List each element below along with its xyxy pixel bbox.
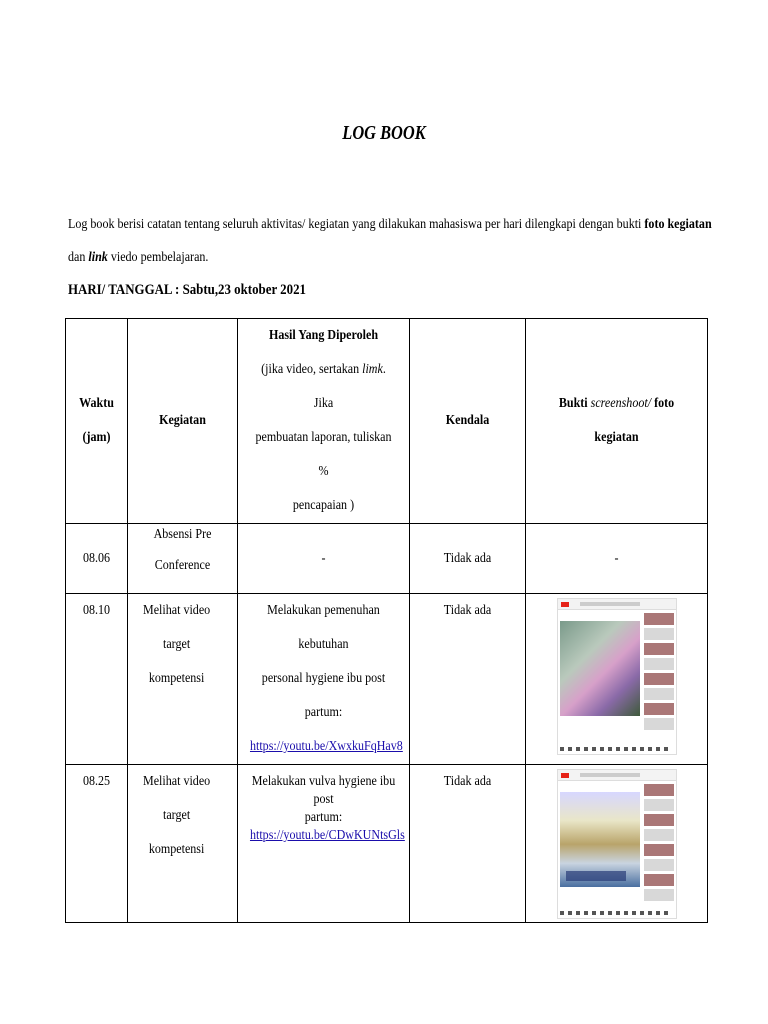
hasil-note-c: pembuatan laporan, tuliskan % [255, 430, 392, 479]
cell-hasil [238, 594, 410, 765]
hasil-note-limk: limk [362, 362, 383, 377]
header-waktu-line2: (jam) [82, 430, 111, 445]
kegiatan-line2: kompetensi [148, 671, 205, 686]
bukti-a: Bukti [558, 396, 591, 411]
cell-kendala: Tidak ada [410, 524, 526, 594]
hasil-note-a: (jika video, sertakan [261, 362, 363, 377]
youtube-logo-icon [561, 602, 569, 607]
date-label: HARI/ TANGGAL : Sabtu,23 oktober 2021 [68, 282, 306, 298]
bukti-italic: screenshoot/ [590, 396, 652, 411]
cell-kegiatan [128, 594, 238, 765]
kegiatan-line1: Absensi Pre [153, 527, 212, 542]
kegiatan-line1: Melihat video target [142, 774, 211, 823]
kegiatan-line2: Conference [154, 558, 211, 573]
hasil-line2: personal hygiene ibu post partum: [261, 671, 386, 720]
intro-bold-foto-kegiatan: foto kegiatan [644, 217, 712, 232]
intro-text: Log book berisi catatan tentang seluruh aktivitas/ kegiatan yang dilakukan mahasiswa per hari dilengkapi dengan bukti [68, 217, 645, 232]
cell-kendala: Tidak ada [410, 765, 526, 923]
video-link[interactable]: https://youtu.be/CDwKUNtsGls [249, 828, 405, 843]
cell-kegiatan [128, 524, 238, 594]
cell-hasil [238, 765, 410, 923]
hasil-line1: Melakukan pemenuhan kebutuhan [267, 603, 380, 652]
cell-kendala: Tidak ada [410, 594, 526, 765]
video-link[interactable]: https://youtu.be/XwxkuFqHav8 [249, 739, 403, 754]
youtube-logo-icon [561, 773, 569, 778]
cell-bukti [526, 765, 708, 923]
table-row [66, 765, 708, 923]
hasil-note-d: pencapaian ) [292, 498, 355, 513]
video-thumbnail [560, 621, 640, 716]
intro-paragraph [68, 208, 712, 274]
kegiatan-line2: kompetensi [148, 842, 205, 857]
cell-waktu: 08.06 [66, 524, 128, 594]
cell-waktu: 08.10 [66, 594, 128, 765]
cell-bukti: - [526, 524, 708, 594]
header-kegiatan: Kegiatan [128, 319, 238, 524]
intro-text-2: dan [68, 250, 89, 265]
header-kendala: Kendala [410, 319, 526, 524]
header-hasil [238, 319, 410, 524]
header-hasil-title: Hasil Yang Diperoleh [268, 328, 379, 343]
hasil-line2: partum: [304, 810, 343, 825]
cell-hasil: - [238, 524, 410, 594]
log-table [65, 318, 708, 923]
screenshot-image [557, 598, 677, 755]
intro-text-3: viedo pembelajaran. [107, 250, 209, 265]
video-thumbnail [560, 792, 640, 887]
cell-kegiatan [128, 765, 238, 923]
header-bukti [526, 319, 708, 524]
header-waktu-line1: Waktu [79, 396, 114, 411]
kegiatan-line1: Melihat video target [142, 603, 211, 652]
table-header-row [66, 319, 708, 524]
document-title: LOG BOOK [342, 122, 426, 144]
screenshot-image [557, 769, 677, 919]
hasil-note-b: . Jika [313, 362, 386, 411]
cell-waktu: 08.25 [66, 765, 128, 923]
header-hasil-note [250, 353, 397, 421]
cell-bukti [526, 594, 708, 765]
header-waktu [66, 319, 128, 524]
intro-link-word: link [88, 250, 108, 265]
table-row [66, 594, 708, 765]
bukti-b: foto kegiatan [594, 396, 675, 445]
table-row [66, 524, 708, 594]
hasil-line1: Melakukan vulva hygiene ibu post [251, 774, 396, 807]
